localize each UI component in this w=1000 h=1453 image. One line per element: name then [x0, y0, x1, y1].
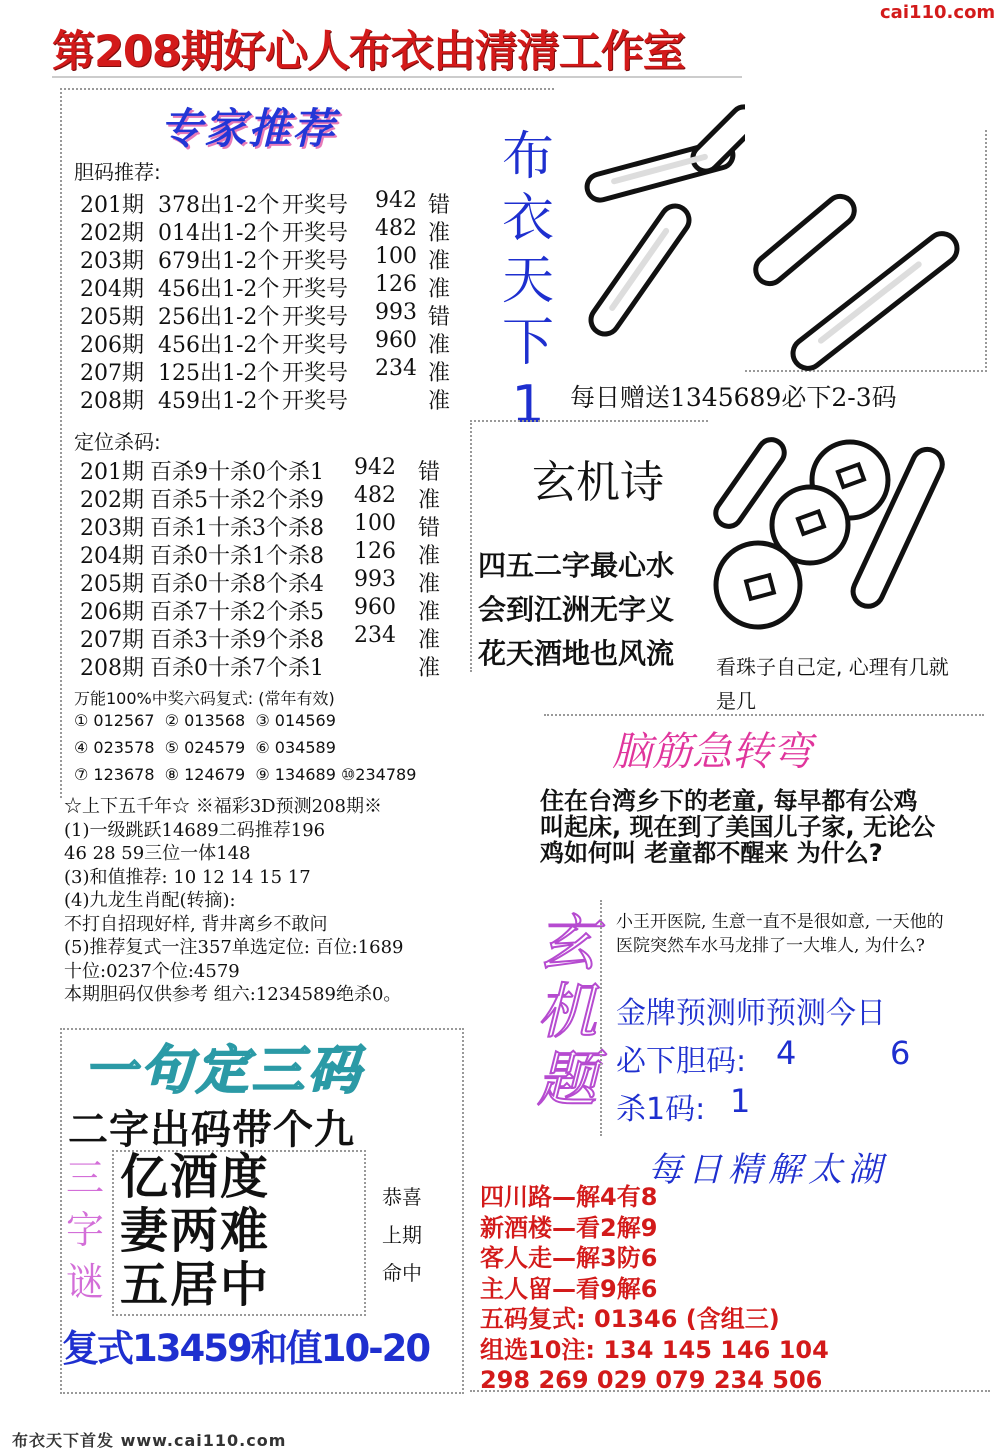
forecast-line: 十位:0237个位:4579	[64, 960, 240, 982]
congrats-line: 恭喜	[382, 1185, 422, 1209]
cell-label: 开奖号	[282, 193, 349, 218]
cell-result: 100	[354, 511, 396, 536]
cell-issue: 208期	[80, 656, 144, 681]
cell-label: 开奖号	[282, 249, 349, 274]
forecast-line: 本期胆码仅供参考 组六:1234589绝杀0。	[64, 984, 402, 1005]
cell-issue: 206期	[80, 600, 144, 625]
buyi-char: 衣	[501, 189, 554, 249]
cell-issue: 204期	[80, 544, 144, 569]
cell-verdict: 准	[428, 249, 451, 274]
wanneng-row: ⑦ 123678 ⑧ 124679 ⑨ 134689 ⑩234789	[74, 765, 417, 784]
footer-rule	[470, 1390, 990, 1392]
xuanji-box	[600, 900, 602, 1136]
table-row	[80, 188, 480, 216]
cell-pick: 378出1-2个	[158, 193, 280, 218]
poem-title: 玄机诗	[532, 457, 664, 508]
taihu-line: 主人留—看9解6	[480, 1274, 658, 1303]
cell-pick: 014出1-2个	[158, 221, 280, 246]
dan-label: 胆码推荐:	[74, 160, 161, 184]
cell-pick: 456出1-2个	[158, 333, 280, 358]
cell-issue: 203期	[80, 249, 144, 274]
cell-result: 126	[375, 272, 417, 297]
cell-verdict: 准	[418, 628, 441, 653]
cell-result: 126	[354, 539, 396, 564]
cell-pick: 百杀7十杀2个杀5	[150, 600, 324, 625]
sanzi-char: 谜	[65, 1260, 104, 1304]
cell-result: 993	[354, 567, 396, 592]
cell-verdict: 准	[428, 389, 451, 414]
table-row	[80, 384, 480, 412]
riddle-line: 五居中	[120, 1257, 271, 1313]
cell-label: 开奖号	[282, 305, 349, 330]
taihu-line: 新酒楼—看2解9	[480, 1213, 658, 1242]
poem-line: 花天酒地也风流	[478, 637, 675, 670]
congrats-line: 上期	[382, 1223, 422, 1247]
cell-label: 开奖号	[282, 221, 349, 246]
dan-value-b: 6	[890, 1034, 911, 1072]
riddle-line: 亿酒度	[120, 1149, 271, 1205]
cell-pick: 百杀0十杀8个杀4	[150, 572, 324, 597]
cell-verdict: 准	[418, 572, 441, 597]
brain-box	[544, 714, 984, 716]
yiju-title: 一句定三码	[84, 1040, 365, 1101]
kill-label: 定位杀码:	[74, 430, 161, 454]
daily-gift: 每日赠送1345689必下2-3码	[570, 383, 897, 412]
cell-pick: 百杀0十杀7个杀1	[150, 656, 324, 681]
table-row	[80, 216, 480, 244]
beads-image-coins	[710, 420, 955, 645]
taihu-line: 298 269 029 079 234 506	[480, 1366, 823, 1394]
table-row	[80, 244, 480, 272]
brain-text: 住在台湾乡下的老童, 每早都有公鸡叫起床, 现在到了美国儿子家, 无论公鸡如何叫 老童都不醒来 为什么?	[540, 787, 935, 867]
xuanji-char: 机	[537, 977, 597, 1047]
cell-pick: 百杀1十杀3个杀8	[150, 516, 324, 541]
cell-result: 100	[375, 244, 417, 269]
forecast-line: (4)九龙生肖配(转摘):	[64, 890, 236, 911]
taihu-line: 客人走—解3防6	[480, 1244, 658, 1272]
forecast-line: 46 28 59三位一体148	[64, 843, 251, 864]
title-underline	[52, 76, 742, 78]
riddle-lines	[120, 1150, 270, 1312]
cell-verdict: 准	[418, 656, 441, 681]
xuanji-char: 玄	[537, 909, 597, 979]
fushi-line: 复式13459和值10-20	[62, 1327, 430, 1370]
wanneng-row: ① 012567 ② 013568 ③ 014569	[74, 711, 336, 730]
table-row	[80, 595, 480, 623]
cell-pick: 百杀5十杀2个杀9	[150, 488, 324, 513]
cell-label: 开奖号	[282, 361, 349, 386]
cell-issue: 201期	[80, 460, 144, 485]
forecast-line: (5)推荐复式一注357单选定位: 百位:1689	[64, 937, 404, 958]
riddle-line: 妻两难	[120, 1203, 271, 1259]
wanneng-row: ④ 023578 ⑤ 024579 ⑥ 034589	[74, 738, 336, 757]
cell-issue: 205期	[80, 572, 144, 597]
table-row	[80, 300, 480, 328]
cell-pick: 456出1-2个	[158, 277, 280, 302]
cell-pick: 679出1-2个	[158, 249, 280, 274]
wanneng-title: 万能100%中奖六码复式: (常年有效)	[74, 689, 335, 708]
table-row	[80, 511, 480, 539]
taihu-title: 每日精解太湖	[648, 1150, 888, 1190]
kill-value-today: 1	[730, 1082, 751, 1120]
cell-result: 993	[375, 300, 417, 325]
table-row	[80, 356, 480, 384]
table-row	[80, 328, 480, 356]
congrats	[382, 1178, 422, 1292]
kill-label-today: 杀1码:	[616, 1092, 706, 1127]
gold-title: 金牌预测师预测今日	[616, 996, 886, 1031]
cell-issue: 202期	[80, 221, 144, 246]
table-row	[80, 483, 480, 511]
table-row	[80, 623, 480, 651]
buyi-char: 下	[501, 313, 554, 373]
cell-label: 开奖号	[282, 277, 349, 302]
poem-line: 会到江洲无字义	[478, 593, 675, 626]
cell-pick: 百杀3十杀9个杀8	[150, 628, 324, 653]
cell-pick: 百杀9十杀0个杀1	[150, 460, 324, 485]
cell-pick: 125出1-2个	[158, 361, 280, 386]
sanzi-char: 三	[65, 1156, 104, 1200]
taihu-line: 组选10注: 134 145 146 104	[480, 1335, 829, 1364]
cell-result: 960	[354, 595, 396, 620]
buyi-vertical-title	[496, 126, 560, 436]
beads-image-top	[565, 86, 745, 376]
cell-result: 234	[375, 356, 417, 381]
cell-issue: 204期	[80, 277, 144, 302]
cell-verdict: 准	[428, 333, 451, 358]
buyi-char: 1	[511, 375, 545, 435]
xuanji-vertical-title	[532, 910, 602, 1114]
cell-verdict: 错	[428, 305, 451, 330]
cell-issue: 201期	[80, 193, 144, 218]
cell-pick: 459出1-2个	[158, 389, 280, 414]
poem-lines	[478, 544, 674, 676]
sanzi-vertical-title	[62, 1152, 108, 1308]
yiju-phrase: 二字出码带个九	[68, 1107, 355, 1153]
poem-line: 四五二字最心水	[478, 549, 675, 582]
cell-label: 开奖号	[282, 333, 349, 358]
cell-verdict: 准	[428, 277, 451, 302]
forecast-line: (1)一级跳跃14689二码推荐196	[64, 819, 326, 841]
cell-result: 942	[375, 188, 417, 213]
table-row	[80, 651, 480, 679]
congrats-line: 命中	[382, 1261, 422, 1285]
cell-verdict: 准	[428, 221, 451, 246]
cell-verdict: 准	[428, 361, 451, 386]
cell-issue: 207期	[80, 361, 144, 386]
xuanji-question: 小王开医院, 生意一直不是很如意, 一天他的医院突然车水马龙排了一大堆人, 为什么?	[616, 912, 944, 956]
cell-issue: 205期	[80, 305, 144, 330]
cell-verdict: 错	[418, 460, 441, 485]
cell-result: 960	[375, 328, 417, 353]
table-row	[80, 455, 480, 483]
footer-text: 布衣天下首发 www.cai110.com	[12, 1431, 287, 1450]
cell-issue: 208期	[80, 389, 144, 414]
cell-verdict: 准	[418, 488, 441, 513]
taihu-lines	[480, 1182, 829, 1396]
cell-issue: 203期	[80, 516, 144, 541]
brain-title: 脑筋急转弯	[612, 729, 812, 775]
table-row	[80, 567, 480, 595]
cell-result: 482	[354, 483, 396, 508]
xuanji-char: 题	[537, 1045, 597, 1115]
table-row	[80, 539, 480, 567]
forecast-line: (3)和值推荐: 10 12 14 15 17	[64, 866, 311, 888]
cell-pick: 百杀0十杀1个杀8	[150, 544, 324, 569]
cell-pick: 256出1-2个	[158, 305, 280, 330]
buyi-char: 天	[501, 251, 554, 311]
poem-note: 看珠子自己定, 心理有几就是几	[716, 655, 949, 713]
dan-label-today: 必下胆码:	[616, 1044, 747, 1079]
cell-verdict: 错	[428, 193, 451, 218]
site-url: cai110.com	[880, 2, 996, 23]
buyi-char: 布	[501, 127, 554, 187]
taihu-line: 五码复式: 01346 (含组三)	[480, 1305, 780, 1333]
cell-verdict: 错	[418, 516, 441, 541]
taihu-line: 四川路—解4有8	[480, 1183, 658, 1211]
cell-issue: 207期	[80, 628, 144, 653]
expert-title: 专家推荐	[160, 104, 337, 153]
forecast-line: ☆上下五千年☆ ※福彩3D预测208期※	[64, 796, 382, 817]
cell-label: 开奖号	[282, 389, 349, 414]
cell-issue: 202期	[80, 488, 144, 513]
forecast-line: 不打自招现好样, 背井离乡不敢问	[64, 913, 328, 935]
forecast-block	[64, 795, 504, 1007]
cell-result: 482	[375, 216, 417, 241]
cell-verdict: 准	[418, 600, 441, 625]
dan-value-a: 4	[776, 1034, 797, 1072]
cell-verdict: 准	[418, 544, 441, 569]
table-row	[80, 272, 480, 300]
cell-result: 234	[354, 623, 396, 648]
sanzi-char: 字	[65, 1208, 104, 1252]
beads-image-right	[745, 186, 985, 376]
cell-result: 942	[354, 455, 396, 480]
page-title: 第208期好心人布衣由清清工作室	[52, 27, 685, 74]
cell-issue: 206期	[80, 333, 144, 358]
